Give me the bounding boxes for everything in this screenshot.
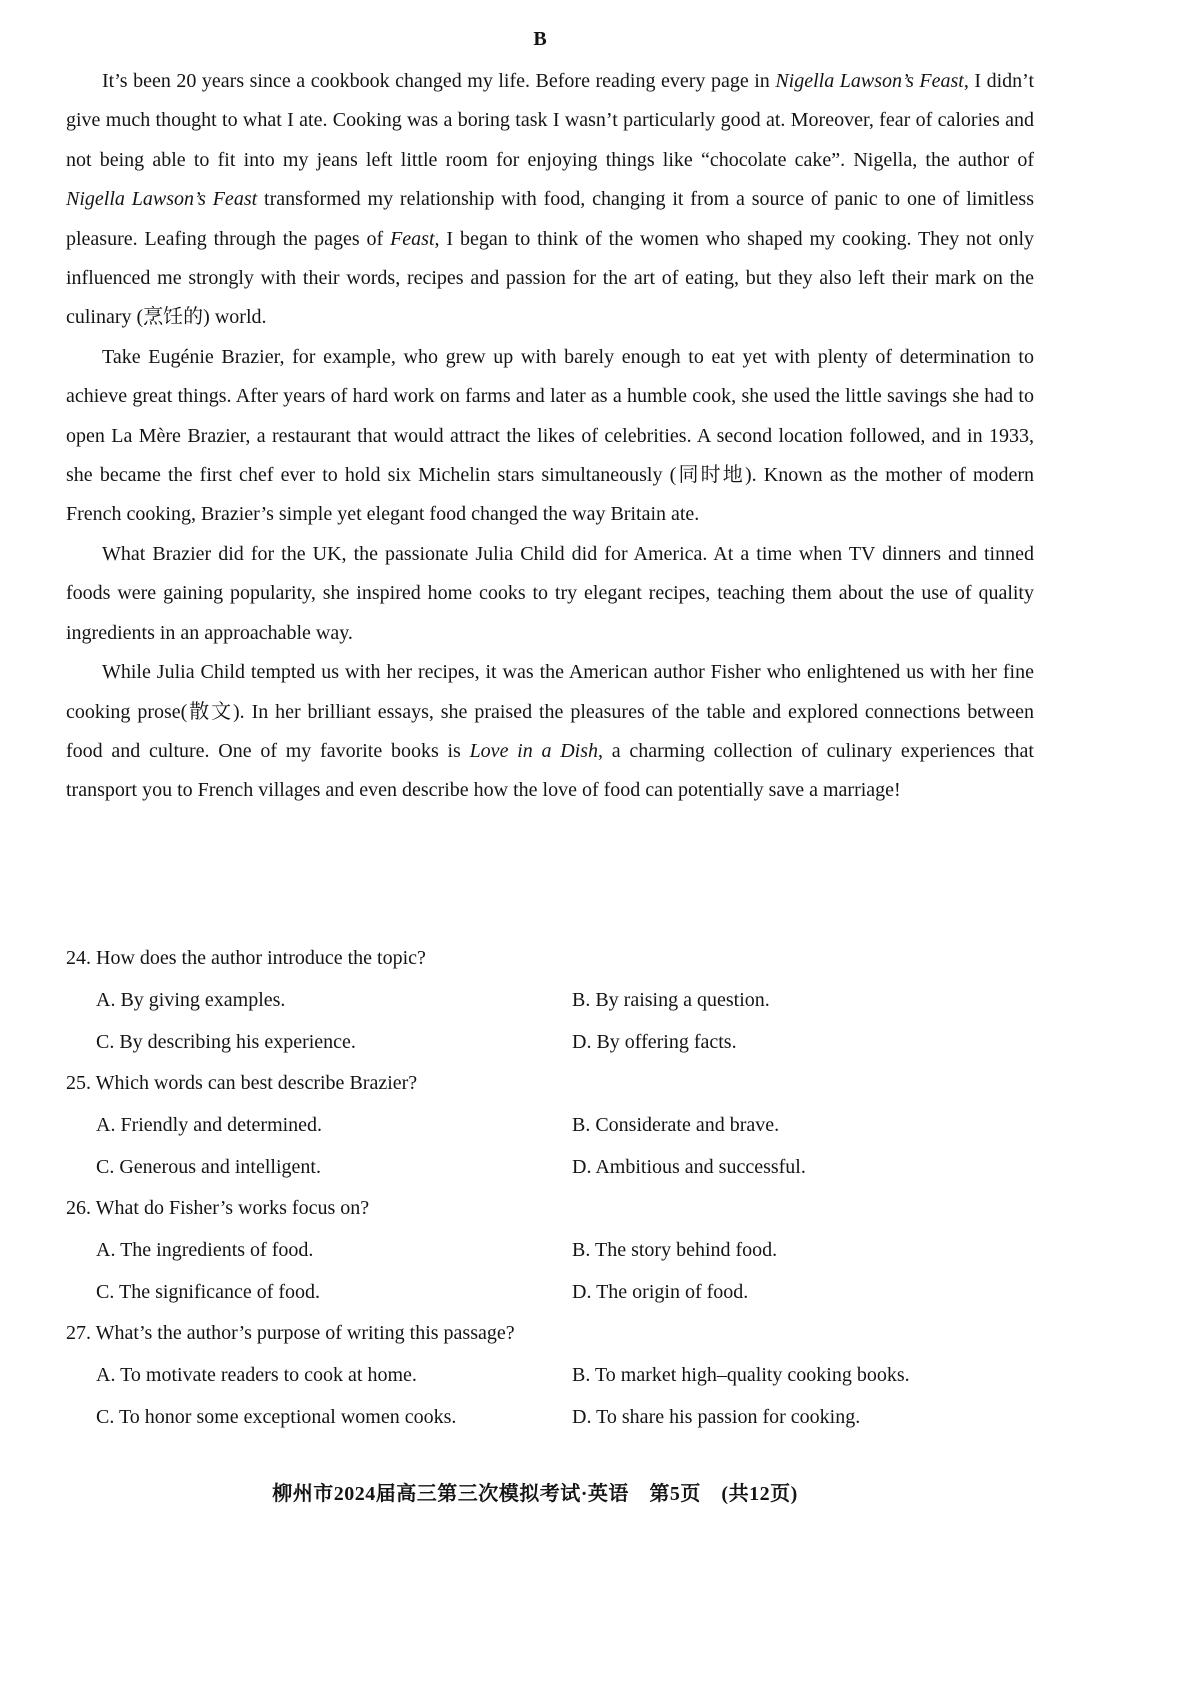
option-a: A. The ingredients of food. — [96, 1239, 314, 1261]
option-d: D. By offering facts. — [572, 1031, 737, 1053]
question-26 — [66, 1188, 1034, 1313]
option-b: B. The story behind food. — [572, 1239, 778, 1261]
option-d: D. The origin of food. — [572, 1281, 749, 1303]
option-c: C. To honor some exceptional women cooks. — [96, 1406, 457, 1428]
option-c: C. Generous and intelligent. — [96, 1156, 321, 1178]
option-row — [66, 1146, 1034, 1188]
option-d: D. To share his passion for cooking. — [572, 1406, 861, 1428]
passage-paragraph-3: What Brazier did for the UK, the passionate Julia Child did for America. At a time when TV dinners and tinned foods were gaining popularity, she inspired home cooks to try elegant recipes, teaching them about the use of quality ingredients in an approachable way. — [66, 542, 1034, 644]
p1-text-4: , I began to think of the women who shaped my cooking. They not only influenced me strongly with their words, recipes and passion for the art of eating, but they also left their mark on the culinary (烹饪的) world. — [66, 227, 1034, 329]
question-stem: 26. What do Fisher’s works focus on? — [66, 1197, 370, 1219]
question-stem: 25. Which words can best describe Brazier? — [66, 1072, 418, 1094]
page-footer: 柳州市2024届高三第三次模拟考试·英语 第5页 (共12页) — [272, 1483, 798, 1505]
reading-passage — [66, 62, 1034, 811]
passage-paragraph-4 — [66, 653, 1034, 811]
question-stem: 24. How does the author introduce the topic? — [66, 947, 426, 969]
book-title-feast: Nigella Lawson’s Feast — [66, 188, 258, 211]
option-a: A. To motivate readers to cook at home. — [96, 1364, 417, 1386]
book-title-feast: Nigella Lawson’s Feast — [775, 70, 964, 92]
p1-text-1: It’s been 20 years since a cookbook changed my life. Before reading every page in — [102, 70, 776, 92]
p4-text-1: While Julia Child tempted us with her recipes, it was the American author Fisher who enlightened us with her fine cooking prose(散文). In her brilliant essays, she praised the pleasures of the table and explored connections between food and culture. One of my favorite books is — [66, 661, 1034, 762]
option-row — [66, 1021, 1034, 1063]
question-stem: 27. What’s the author’s purpose of writing this passage? — [66, 1322, 515, 1344]
passage-paragraph-2: Take Eugénie Brazier, for example, who grew up with barely enough to eat yet with plenty of determination to achieve great things. After years of hard work on farms and later as a humble cook, she used the little savings she had to open La Mère Brazier, a restaurant that would attract the likes of celebrities. A second location followed, and in 1933, she became the first chef ever to hold six Michelin stars simultaneously (同时地). Known as the mother of modern French cooking, Brazier’s simple yet elegant food changed the way Britain ate. — [66, 345, 1034, 526]
question-25 — [66, 1063, 1034, 1188]
option-c: C. The significance of food. — [96, 1281, 321, 1303]
option-a: A. By giving examples. — [96, 989, 286, 1011]
option-row — [66, 1396, 1034, 1438]
p4-text-2: , a charming collection of culinary experiences that transport you to French villages and even describe how the love of food can potentially save a marriage! — [66, 739, 1034, 802]
option-d: D. Ambitious and successful. — [572, 1156, 806, 1178]
option-a: A. Friendly and determined. — [96, 1114, 323, 1136]
option-row — [66, 1271, 1034, 1313]
question-list — [66, 938, 1034, 1438]
option-b: B. To market high–quality cooking books. — [572, 1364, 910, 1386]
question-24 — [66, 938, 1034, 1063]
section-label: B — [533, 28, 547, 50]
p1-text-3: transformed my relationship with food, changing it from a source of panic to one of limitless pleasure. Leafing through the pages of — [66, 188, 1034, 250]
option-row — [66, 1104, 1034, 1146]
option-row — [66, 1229, 1034, 1271]
p1-text-2: , I didn’t give much thought to what I ate. Cooking was a boring task I wasn’t particularly good at. Moreover, fear of calories and not being able to fit into my jeans left little room for enjoying things like “chocolate cake”. Nigella, the author of — [66, 70, 1035, 171]
option-c: C. By describing his experience. — [96, 1031, 356, 1053]
passage-paragraph-1 — [66, 62, 1034, 338]
option-row — [66, 979, 1034, 1021]
book-title-love-in-a-dish: Love in a Dish — [469, 739, 598, 762]
option-b: B. Considerate and brave. — [572, 1114, 780, 1136]
question-27 — [66, 1313, 1034, 1438]
option-b: B. By raising a question. — [572, 989, 770, 1011]
option-row — [66, 1354, 1034, 1396]
book-title-feast-short: Feast — [390, 227, 435, 250]
